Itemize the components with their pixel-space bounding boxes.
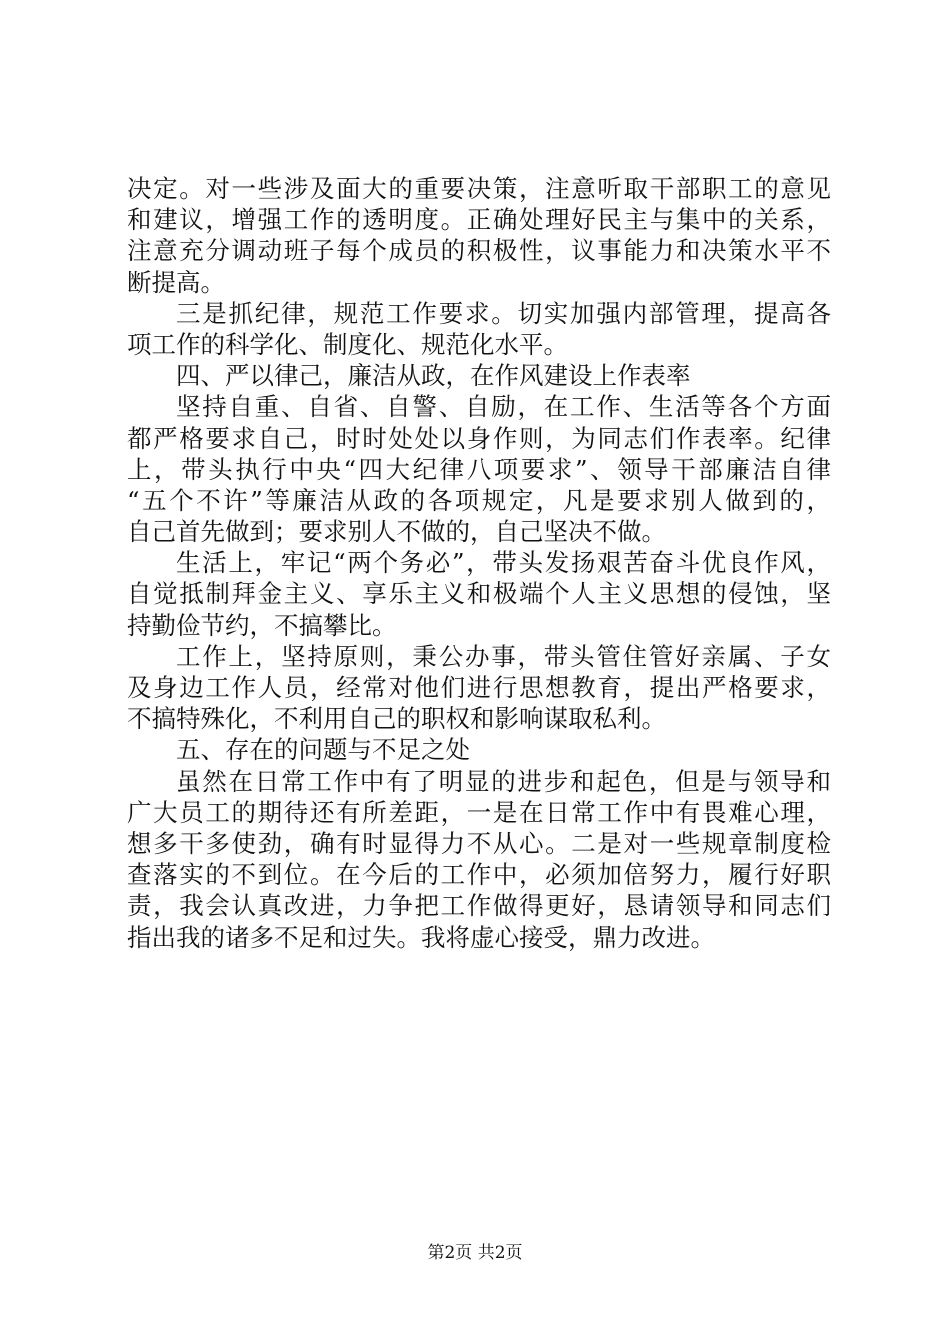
text-line: 生活上，牢记“两个务必”，带头发扬艰苦奋斗优良作风， <box>176 548 831 578</box>
text-line: 三是抓纪律，规范工作要求。切实加强内部管理，提高各 <box>176 298 831 328</box>
text-line: 上，带头执行中央“四大纪律八项要求”、领导干部廉洁自律 <box>127 454 831 484</box>
text-line: 断提高。 <box>127 267 225 297</box>
text-line: 坚持自重、自省、自警、自励，在工作、生活等各个方面 <box>176 392 831 422</box>
text-line: 虽然在日常工作中有了明显的进步和起色，但是与领导和 <box>176 766 831 796</box>
page-footer: 第2页 共2页 <box>427 1243 523 1263</box>
text-line: 自己首先做到；要求别人不做的，自己坚决不做。 <box>127 517 666 547</box>
document-body <box>127 173 831 953</box>
text-line: 自觉抵制拜金主义、享乐主义和极端个人主义思想的侵蚀，坚 <box>127 579 831 609</box>
text-line: 查落实的不到位。在今后的工作中，必须加倍努力，履行好职 <box>127 860 831 890</box>
text-line: 都严格要求自己，时时处处以身作则，为同志们作表率。纪律 <box>127 423 831 453</box>
text-line: 广大员工的期待还有所差距，一是在日常工作中有畏难心理， <box>127 797 831 827</box>
text-line: 责，我会认真改进，力争把工作做得更好，恳请领导和同志们 <box>127 891 831 921</box>
text-line: 不搞特殊化，不利用自己的职权和影响谋取私利。 <box>127 704 666 734</box>
text-line: 项工作的科学化、制度化、规范化水平。 <box>127 329 568 359</box>
text-line: 指出我的诸多不足和过失。我将虚心接受，鼎力改进。 <box>127 922 715 952</box>
section-heading: 四、严以律己，廉洁从政，在作风建设上作表率 <box>176 361 691 391</box>
section-heading: 五、存在的问题与不足之处 <box>176 735 470 765</box>
text-line: “五个不许”等廉洁从政的各项规定，凡是要求别人做到的， <box>127 485 831 515</box>
text-line: 想多干多使劲，确有时显得力不从心。二是对一些规章制度检 <box>127 828 831 858</box>
text-line: 注意充分调动班子每个成员的积极性，议事能力和决策水平不 <box>127 236 831 266</box>
text-line: 及身边工作人员，经常对他们进行思想教育，提出严格要求， <box>127 673 831 702</box>
text-line: 工作上，坚持原则，秉公办事，带头管住管好亲属、子女 <box>176 641 831 671</box>
text-line: 持勤俭节约，不搞攀比。 <box>127 610 397 640</box>
text-line: 和建议，增强工作的透明度。正确处理好民主与集中的关系， <box>127 205 831 235</box>
text-line: 决定。对一些涉及面大的重要决策，注意听取干部职工的意见 <box>127 174 831 203</box>
